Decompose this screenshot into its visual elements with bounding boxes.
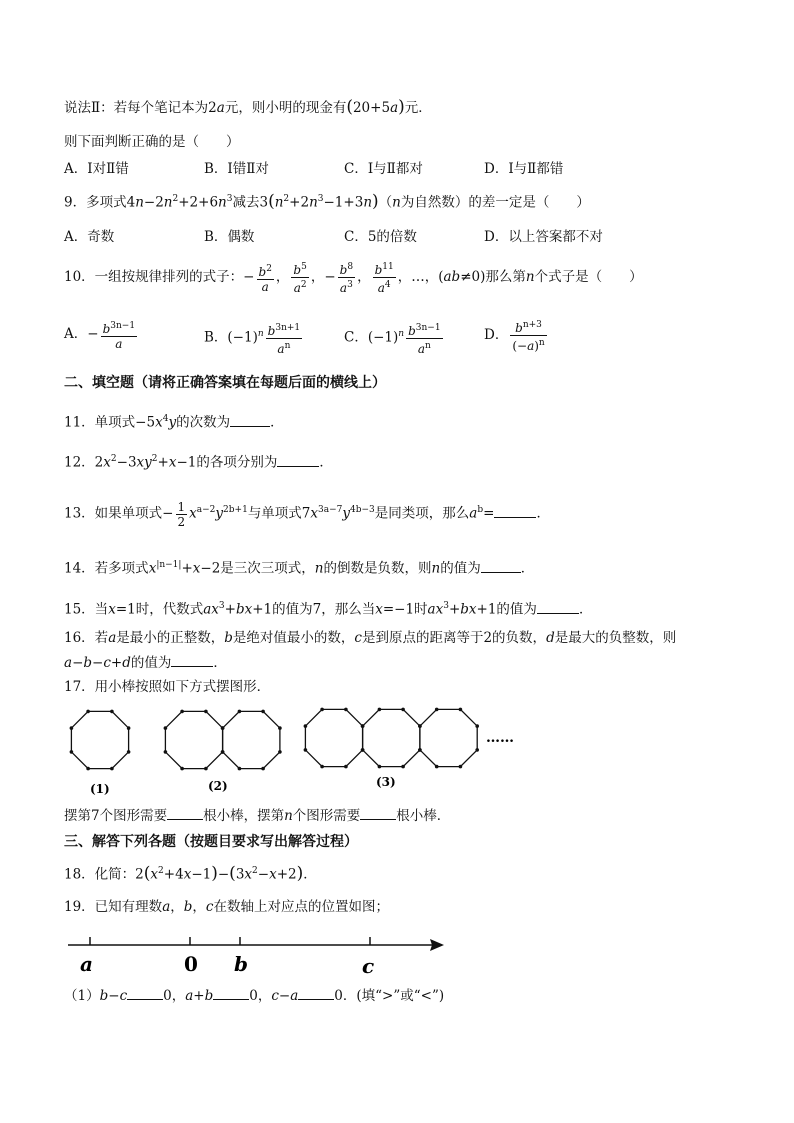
- q17-label-1: (1): [90, 782, 110, 796]
- q17-label-2: (2): [208, 779, 228, 793]
- q9-option-c: C．5的倍数: [344, 229, 417, 245]
- octagon: [223, 711, 280, 768]
- stick-joint: [320, 765, 324, 769]
- q10-option-b: B．$(-1)^n$ $\frac{b^{3n+1}}{a^n}$: [204, 322, 301, 356]
- q13-text: 13．如果单项式− $\frac{1}{2}$ $x^{a-2}y^{2b+1}$与单项式$7x^{3a-7}y^{4b-3}$是同类项，那么$a^b=$ ．: [64, 499, 550, 529]
- q17-label-3: (3): [376, 775, 396, 789]
- stick-joint: [127, 750, 131, 754]
- q18-text: 18．化简：$2(x^2+4x-1)-(3x^2-x+2)$．: [64, 863, 317, 884]
- stick-joint: [164, 750, 168, 754]
- q10-option-a: A．− $\frac{b^{3n-1}}{a}$: [64, 320, 136, 351]
- octagon: [165, 711, 222, 768]
- stick-joint: [278, 726, 282, 730]
- stick-joint: [344, 708, 348, 712]
- stick-joint: [278, 750, 282, 754]
- stick-joint: [86, 710, 90, 714]
- octagon: [420, 709, 477, 766]
- section-solve: 三、解答下列各题（按题目要求写出解答过程）: [64, 834, 358, 850]
- stick-joint: [180, 767, 184, 771]
- q19-part1: （1）b−c 0，a+b 0，c−a 0．(填“>”或“<”): [64, 988, 445, 1004]
- q9-text: 9．多项式$4n-2n^2+2+6n^3$减去$3(n^2+2n^3-1+3n)(n$为自然数）的差一定是（ ）: [64, 191, 590, 212]
- stick-joint: [475, 748, 479, 752]
- q9-option-a: A．奇数: [64, 229, 115, 245]
- q17-ellipsis: ……: [486, 730, 514, 746]
- stick-joint: [164, 726, 168, 730]
- stick-joint: [418, 724, 422, 728]
- stick-joint: [204, 767, 208, 771]
- q11-text: 11．单项式$-5x^4y$的次数为 ．: [64, 414, 284, 431]
- axis-arrow-icon: [430, 939, 444, 951]
- q9-option-d: D．以上答案都不对: [484, 229, 603, 245]
- stick-joint: [261, 710, 265, 714]
- stick-joint: [378, 708, 382, 712]
- stick-joint: [86, 767, 90, 771]
- stick-joint: [401, 765, 405, 769]
- q17-text: 17．用小棒按照如下方式摆图形．: [64, 679, 271, 695]
- stick-joint: [180, 710, 184, 714]
- q14-text: 14．若多项式$x^{|n-1|}+x-2$是三次三项式，n的倒数是负数，则n的值为 ．: [64, 560, 535, 577]
- q19-text: 19．已知有理数a，b，c在数轴上对应点的位置如图；: [64, 899, 389, 915]
- q19-number-line: [60, 925, 460, 983]
- stick-joint: [344, 765, 348, 769]
- stick-joint: [261, 767, 265, 771]
- q10-option-d: D． $\frac{b^{n+3}}{(-a)^n}$: [484, 320, 545, 353]
- stick-joint: [238, 710, 242, 714]
- q8-option-c: C．Ⅰ与Ⅱ都对: [344, 161, 423, 177]
- q12-text: 12．$2x^2-3xy^2+x-1$的各项分别为 ．: [64, 454, 333, 471]
- q16-line1: 16．若a是最小的正整数，b是绝对值最小的数，c是到原点的距离等于2的负数，d是最大的负整数，则: [64, 630, 677, 646]
- q16-line2: a−b−c+d的值为 ．: [64, 655, 227, 671]
- axis-label-b: b: [234, 952, 248, 976]
- stick-joint: [320, 708, 324, 712]
- q15-text: 15．当x=1时，代数式$ax^3+bx+1$的值为7，那么当x=−1时$ax^3+bx+1$的值为 ．: [64, 601, 593, 618]
- stick-joint: [304, 724, 308, 728]
- axis-label-a: a: [80, 952, 93, 976]
- stick-joint: [127, 726, 131, 730]
- axis-label-c: c: [362, 954, 375, 978]
- stick-joint: [459, 765, 463, 769]
- stick-joint: [221, 750, 225, 754]
- stick-joint: [221, 726, 225, 730]
- octagon: [71, 711, 128, 768]
- q8-prompt: 则下面判断正确的是（ ）: [64, 134, 240, 150]
- q8-option-a: A．Ⅰ对Ⅱ错: [64, 161, 129, 177]
- stick-joint: [110, 767, 114, 771]
- section-fill-in: 二、填空题（请将正确答案填在每题后面的横线上）: [64, 375, 386, 391]
- stick-joint: [361, 724, 365, 728]
- stick-joint: [418, 748, 422, 752]
- q10-option-c: C．$(-1)^n$ $\frac{b^{3n-1}}{a^n}$: [344, 322, 441, 356]
- stick-joint: [238, 767, 242, 771]
- stick-joint: [459, 708, 463, 712]
- q8-option-b: B．Ⅰ错Ⅱ对: [204, 161, 269, 177]
- stick-joint: [70, 750, 74, 754]
- octagon: [305, 709, 362, 766]
- stick-joint: [304, 748, 308, 752]
- q8-option-d: D．Ⅰ与Ⅱ都错: [484, 161, 564, 177]
- q9-option-b: B．偶数: [204, 229, 255, 245]
- stick-joint: [361, 748, 365, 752]
- stick-joint: [435, 765, 439, 769]
- stick-joint: [70, 726, 74, 730]
- stick-joint: [204, 710, 208, 714]
- stick-joint: [110, 710, 114, 714]
- q17-question: 摆第7个图形需要 根小棒，摆第n个图形需要 根小棒．: [64, 808, 451, 824]
- stick-joint: [401, 708, 405, 712]
- q8-statement2: 说法Ⅱ：若每个笔记本为2a元，则小明的现金有(20+5a)元．: [64, 97, 432, 117]
- axis-label-zero: 0: [184, 952, 198, 976]
- stick-joint: [435, 708, 439, 712]
- q10-text: 10．一组按规律排列的式子：− $\frac{b^2}{a}$ ， $\frac{b^5}{a^2}$ ，− $\frac{b^8}{a^3}$ ， $\frac{b^{11}}{a^4}$ ，…，(ab≠0)那么第n个式子是（ ）: [64, 262, 643, 295]
- stick-joint: [475, 724, 479, 728]
- q17-octagon-figure: [60, 700, 540, 800]
- stick-joint: [378, 765, 382, 769]
- octagon: [363, 709, 420, 766]
